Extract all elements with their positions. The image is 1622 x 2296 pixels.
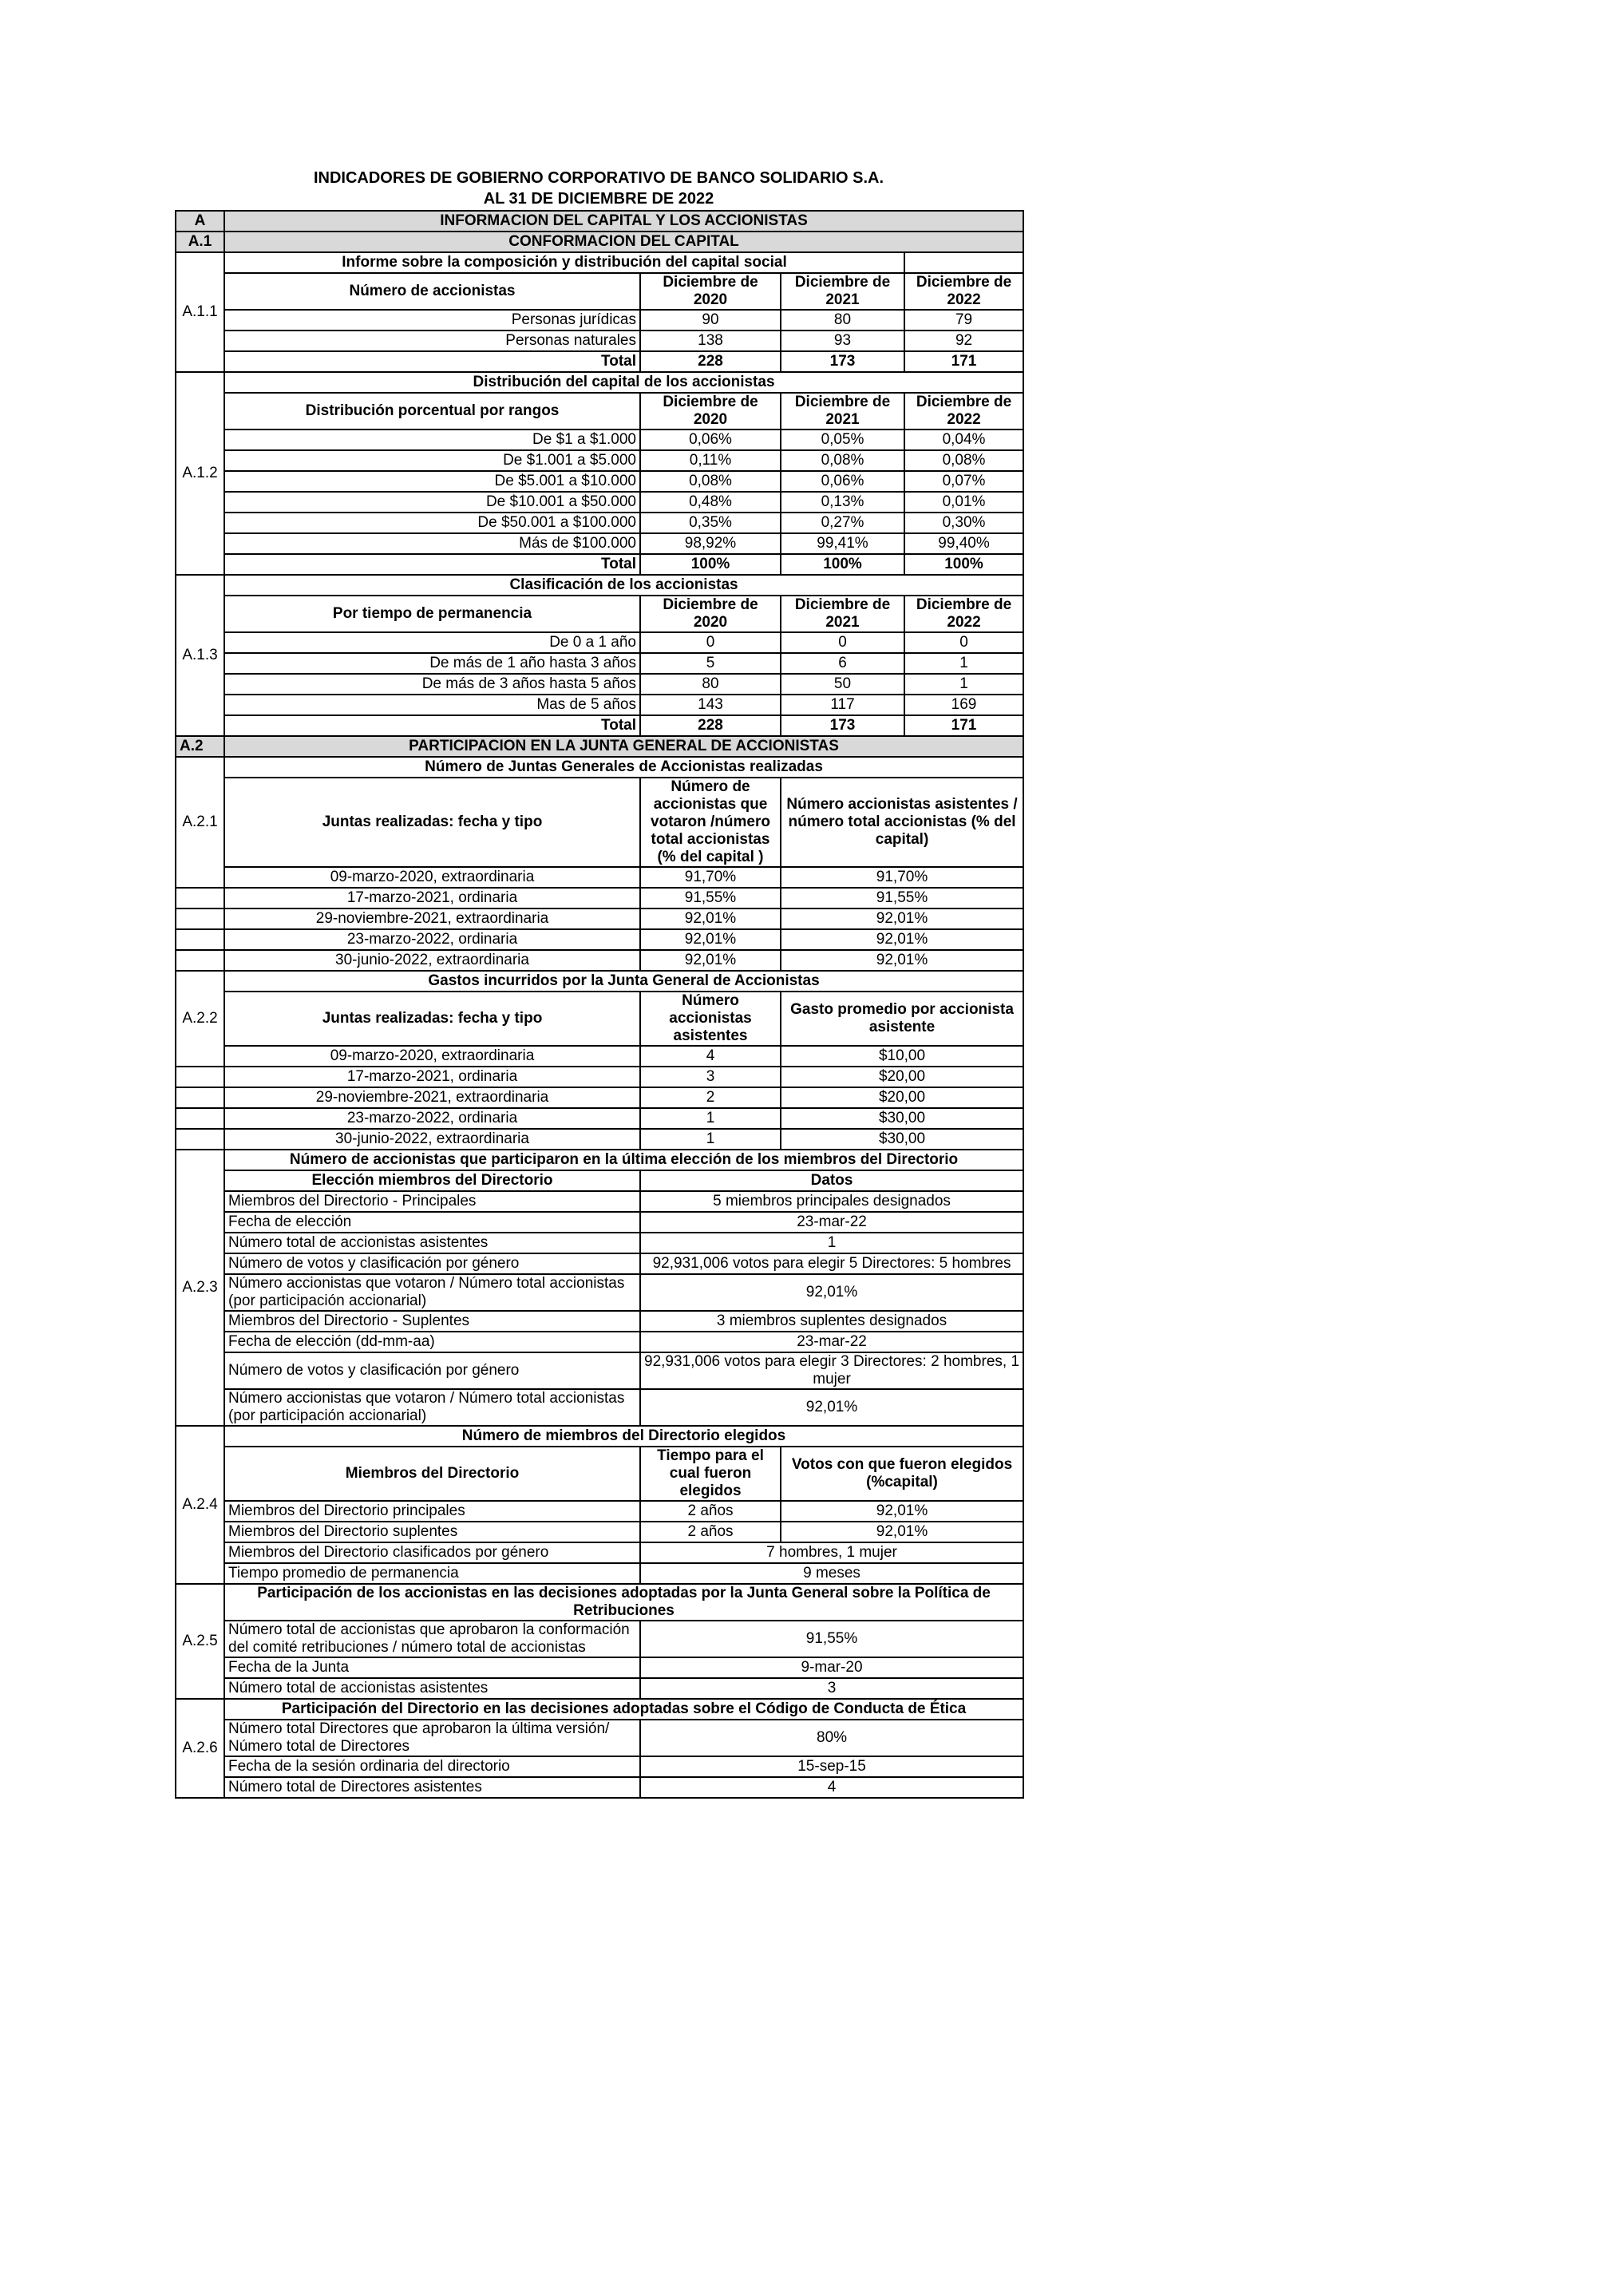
empty-cell [176,1108,224,1129]
cell: 0,13% [781,492,904,513]
header-row [176,778,1023,867]
cell: 2 años [640,1501,781,1522]
subsection-title: Distribución del capital de los accionistas [224,372,1023,393]
cell: 6 [781,653,904,674]
row-label: Número accionistas que votaron / Número total accionistas (por participación accionarial) [224,1389,640,1426]
header-row [176,596,1023,632]
section-row [176,736,1023,757]
row-label: 30-junio-2022, extraordinaria [224,950,640,971]
table-row [176,513,1023,533]
table-row [176,450,1023,471]
table-row [176,867,1023,888]
cell: 4 [640,1777,1023,1798]
table-row [176,1501,1023,1522]
cell: 0,08% [781,450,904,471]
row-label: Número total Directores que aprobaron la última versión/ Número total de Directores [224,1720,640,1756]
table-row [176,653,1023,674]
table-row [176,310,1023,331]
cell: 3 [640,1067,781,1087]
cell: 92,931,006 votos para elegir 3 Directores: 2 hombres, 1 mujer [640,1352,1023,1389]
row-label: Número total de accionistas asistentes [224,1233,640,1253]
row-label: 09-marzo-2020, extraordinaria [224,867,640,888]
header-cell: Diciembre de 2020 [640,393,781,430]
row-label: De $10.001 a $50.000 [224,492,640,513]
subsection-title: Gastos incurridos por la Junta General de Accionistas [224,971,1023,992]
header-cell: Gasto promedio por accionista asistente [781,992,1023,1046]
header-cell: Número accionistas asistentes / número total accionistas (% del capital) [781,778,1023,867]
table-row [176,1212,1023,1233]
header-cell: Miembros del Directorio [224,1447,640,1501]
row-label: Número de votos y clasificación por género [224,1253,640,1274]
header-cell: Diciembre de 2022 [904,273,1023,310]
cell: 91,70% [640,867,781,888]
cell: 2 [640,1087,781,1108]
header-cell: Diciembre de 2021 [781,596,904,632]
table-row [176,888,1023,909]
cell: 0,08% [640,471,781,492]
cell: 92,01% [640,929,781,950]
subsection-code: A.2.4 [176,1426,224,1584]
table-row [176,1129,1023,1150]
cell: 0 [904,632,1023,653]
cell: 80 [781,310,904,331]
row-label: Miembros del Directorio - Principales [224,1191,640,1212]
table-row [176,929,1023,950]
empty-cell [176,1087,224,1108]
cell: 100% [640,554,781,575]
table-row [176,1274,1023,1311]
cell: 0,06% [640,430,781,450]
cell: 99,40% [904,533,1023,554]
row-label: Miembros del Directorio suplentes [224,1522,640,1542]
table-row [176,1087,1023,1108]
cell: 117 [781,695,904,715]
total-row [176,351,1023,372]
cell: 23-mar-22 [640,1332,1023,1352]
row-label: De más de 1 año hasta 3 años [224,653,640,674]
empty-cell [904,252,1023,273]
cell: 0 [640,632,781,653]
row-label: Número total de Directores asistentes [224,1777,640,1798]
row-label: De $50.001 a $100.000 [224,513,640,533]
section-label: INFORMACION DEL CAPITAL Y LOS ACCIONISTAS [224,211,1023,232]
cell: $30,00 [781,1108,1023,1129]
header-row [176,273,1023,310]
table-row [176,1720,1023,1756]
subsection-code: A.2.2 [176,971,224,1067]
cell: 0,07% [904,471,1023,492]
total-row [176,554,1023,575]
empty-cell [176,950,224,971]
header-cell: Diciembre de 2022 [904,596,1023,632]
cell: 92 [904,331,1023,351]
cell: 228 [640,715,781,736]
header-cell: Diciembre de 2020 [640,273,781,310]
header-cell: Juntas realizadas: fecha y tipo [224,992,640,1046]
cell: $20,00 [781,1087,1023,1108]
cell: 171 [904,715,1023,736]
table-row [176,1233,1023,1253]
cell: 9-mar-20 [640,1657,1023,1678]
cell: 5 miembros principales designados [640,1191,1023,1212]
cell: 0,08% [904,450,1023,471]
row-label: De $1.001 a $5.000 [224,450,640,471]
empty-cell [176,1129,224,1150]
row-label: 17-marzo-2021, ordinaria [224,1067,640,1087]
cell: 3 [640,1678,1023,1699]
total-row [176,715,1023,736]
cell: 3 miembros suplentes designados [640,1311,1023,1332]
cell: 0,05% [781,430,904,450]
cell: 169 [904,695,1023,715]
section-code: A.1 [176,232,224,252]
cell: 5 [640,653,781,674]
header-cell: Diciembre de 2022 [904,393,1023,430]
table-row [176,331,1023,351]
row-label: Total [224,715,640,736]
cell: 173 [781,715,904,736]
cell: 0,30% [904,513,1023,533]
subsection-title: Número de accionistas que participaron en la última elección de los miembros del Directorio [224,1150,1023,1170]
row-label: Total [224,554,640,575]
cell: 80 [640,674,781,695]
cell: 1 [904,653,1023,674]
row-label: Número total de accionistas asistentes [224,1678,640,1699]
section-row [176,232,1023,252]
cell: $30,00 [781,1129,1023,1150]
cell: 138 [640,331,781,351]
header-cell: Diciembre de 2021 [781,273,904,310]
cell: 90 [640,310,781,331]
header-row [176,393,1023,430]
cell: 100% [781,554,904,575]
cell: 143 [640,695,781,715]
row-label: Miembros del Directorio - Suplentes [224,1311,640,1332]
table-row [176,1756,1023,1777]
page-title: INDICADORES DE GOBIERNO CORPORATIVO DE BANCO SOLIDARIO S.A. [313,169,884,187]
header-cell: Distribución porcentual por rangos [224,393,640,430]
cell: 92,01% [781,1501,1023,1522]
row-label: Miembros del Directorio principales [224,1501,640,1522]
header-cell: Número accionistas asistentes [640,992,781,1046]
table-row [176,1563,1023,1584]
cell: 171 [904,351,1023,372]
table-row [176,533,1023,554]
row-label: De más de 3 años hasta 5 años [224,674,640,695]
table-row [176,1311,1023,1332]
cell: 91,55% [781,888,1023,909]
subsection-code: A.2.1 [176,757,224,888]
cell: 0,04% [904,430,1023,450]
row-label: De 0 a 1 año [224,632,640,653]
row-label: Número de votos y clasificación por género [224,1352,640,1389]
header-cell: Tiempo para el cual fueron elegidos [640,1447,781,1501]
table-row [176,1108,1023,1129]
row-label: Personas jurídicas [224,310,640,331]
table-row [176,950,1023,971]
subsection-title-row [176,757,1023,778]
cell: $10,00 [781,1046,1023,1067]
row-label: 29-noviembre-2021, extraordinaria [224,1087,640,1108]
header-cell: Número de accionistas que votaron /número total accionistas (% del capital ) [640,778,781,867]
subsection-title-row [176,372,1023,393]
row-label: Más de $100.000 [224,533,640,554]
table-row [176,1522,1023,1542]
table-row [176,471,1023,492]
table-row [176,909,1023,929]
cell: 92,01% [640,909,781,929]
row-label: Número accionistas que votaron / Número total accionistas (por participación accionarial) [224,1274,640,1311]
header-cell: Votos con que fueron elegidos (%capital) [781,1447,1023,1501]
subsection-code: A.1.2 [176,372,224,575]
table-row [176,1657,1023,1678]
cell: 1 [640,1129,781,1150]
table-row [176,674,1023,695]
row-label: 23-marzo-2022, ordinaria [224,1108,640,1129]
cell: 92,01% [640,950,781,971]
table-row [176,1621,1023,1657]
subsection-title-row [176,1584,1023,1621]
header-row [176,992,1023,1046]
section-row [176,211,1023,232]
cell: 92,931,006 votos para elegir 5 Directores: 5 hombres [640,1253,1023,1274]
row-label: Número total de accionistas que aprobaron la conformación del comité retribuciones / número total de accionistas [224,1621,640,1657]
table-row [176,1542,1023,1563]
table-row [176,1352,1023,1389]
table-row [176,1191,1023,1212]
cell: 91,55% [640,888,781,909]
subsection-title-row [176,971,1023,992]
table-row [176,1067,1023,1087]
cell: 0,27% [781,513,904,533]
cell: 2 años [640,1522,781,1542]
subsection-code: A.2.6 [176,1699,224,1798]
empty-cell [176,929,224,950]
row-label: 30-junio-2022, extraordinaria [224,1129,640,1150]
table-row [176,1389,1023,1426]
subsection-title: Número de miembros del Directorio elegidos [224,1426,1023,1447]
cell: 4 [640,1046,781,1067]
header-cell: Por tiempo de permanencia [224,596,640,632]
row-label: Personas naturales [224,331,640,351]
row-label: Fecha de la Junta [224,1657,640,1678]
empty-cell [176,888,224,909]
cell: 173 [781,351,904,372]
row-label: Total [224,351,640,372]
indicators-table [175,210,1024,1799]
cell: 7 hombres, 1 mujer [640,1542,1023,1563]
header-cell: Número de accionistas [224,273,640,310]
cell: 91,55% [640,1621,1023,1657]
row-label: Tiempo promedio de permanencia [224,1563,640,1584]
table-row [176,632,1023,653]
subsection-title: Informe sobre la composición y distribución del capital social [224,252,904,273]
cell: 0,11% [640,450,781,471]
cell: 92,01% [781,909,1023,929]
table-row [176,492,1023,513]
row-label: 17-marzo-2021, ordinaria [224,888,640,909]
cell: 228 [640,351,781,372]
subsection-title: Clasificación de los accionistas [224,575,1023,596]
cell: 1 [640,1108,781,1129]
subsection-code: A.1.3 [176,575,224,736]
cell: 50 [781,674,904,695]
cell: 79 [904,310,1023,331]
cell: 0,06% [781,471,904,492]
subsection-title-row [176,1426,1023,1447]
cell: 1 [640,1233,1023,1253]
cell: 0,35% [640,513,781,533]
row-label: 23-marzo-2022, ordinaria [224,929,640,950]
subsection-code: A.2.3 [176,1150,224,1426]
cell: 0,48% [640,492,781,513]
row-label: 29-noviembre-2021, extraordinaria [224,909,640,929]
cell: 91,70% [781,867,1023,888]
table-row [176,1046,1023,1067]
row-label: 09-marzo-2020, extraordinaria [224,1046,640,1067]
subsection-title: Participación de los accionistas en las decisiones adoptadas por la Junta General sobre la Política de Retribuciones [224,1584,1023,1621]
row-label: Miembros del Directorio clasificados por género [224,1542,640,1563]
table-row [176,430,1023,450]
cell: 92,01% [781,929,1023,950]
cell: 92,01% [781,950,1023,971]
cell: 0,01% [904,492,1023,513]
table-row [176,1253,1023,1274]
row-label: Fecha de la sesión ordinaria del directorio [224,1756,640,1777]
subsection-title-row [176,252,1023,273]
header-row [176,1447,1023,1501]
cell: 92,01% [640,1274,1023,1311]
subsection-code: A.2.5 [176,1584,224,1699]
subsection-title-row [176,1150,1023,1170]
subsection-title: Participación del Directorio en las decisiones adoptadas sobre el Código de Conducta de Ética [224,1699,1023,1720]
cell: 99,41% [781,533,904,554]
row-label: Mas de 5 años [224,695,640,715]
header-cell: Diciembre de 2021 [781,393,904,430]
header-row [176,1170,1023,1191]
header-cell: Juntas realizadas: fecha y tipo [224,778,640,867]
section-label: CONFORMACION DEL CAPITAL [224,232,1023,252]
subsection-title-row [176,1699,1023,1720]
empty-cell [176,909,224,929]
empty-cell [176,1067,224,1087]
row-label: De $1 a $1.000 [224,430,640,450]
cell: 100% [904,554,1023,575]
header-cell: Diciembre de 2020 [640,596,781,632]
row-label: De $5.001 a $10.000 [224,471,640,492]
table-row [176,1332,1023,1352]
table-row [176,695,1023,715]
cell: 98,92% [640,533,781,554]
cell: 23-mar-22 [640,1212,1023,1233]
cell: 93 [781,331,904,351]
cell: 1 [904,674,1023,695]
subsection-title-row [176,575,1023,596]
header-cell: Datos [640,1170,1023,1191]
section-label: PARTICIPACION EN LA JUNTA GENERAL DE ACCIONISTAS [224,736,1023,757]
row-label: Fecha de elección [224,1212,640,1233]
subsection-code: A.1.1 [176,252,224,372]
section-code: A.2 [176,736,224,757]
cell: 80% [640,1720,1023,1756]
cell: 0 [781,632,904,653]
section-code: A [176,211,224,232]
subsection-title: Número de Juntas Generales de Accionistas realizadas [224,757,1023,778]
cell: 92,01% [781,1522,1023,1542]
page-subtitle: AL 31 DE DICIEMBRE DE 2022 [483,190,714,208]
table-row [176,1777,1023,1798]
table-row [176,1678,1023,1699]
cell: $20,00 [781,1067,1023,1087]
row-label: Fecha de elección (dd-mm-aa) [224,1332,640,1352]
cell: 15-sep-15 [640,1756,1023,1777]
cell: 92,01% [640,1389,1023,1426]
cell: 9 meses [640,1563,1023,1584]
header-cell: Elección miembros del Directorio [224,1170,640,1191]
